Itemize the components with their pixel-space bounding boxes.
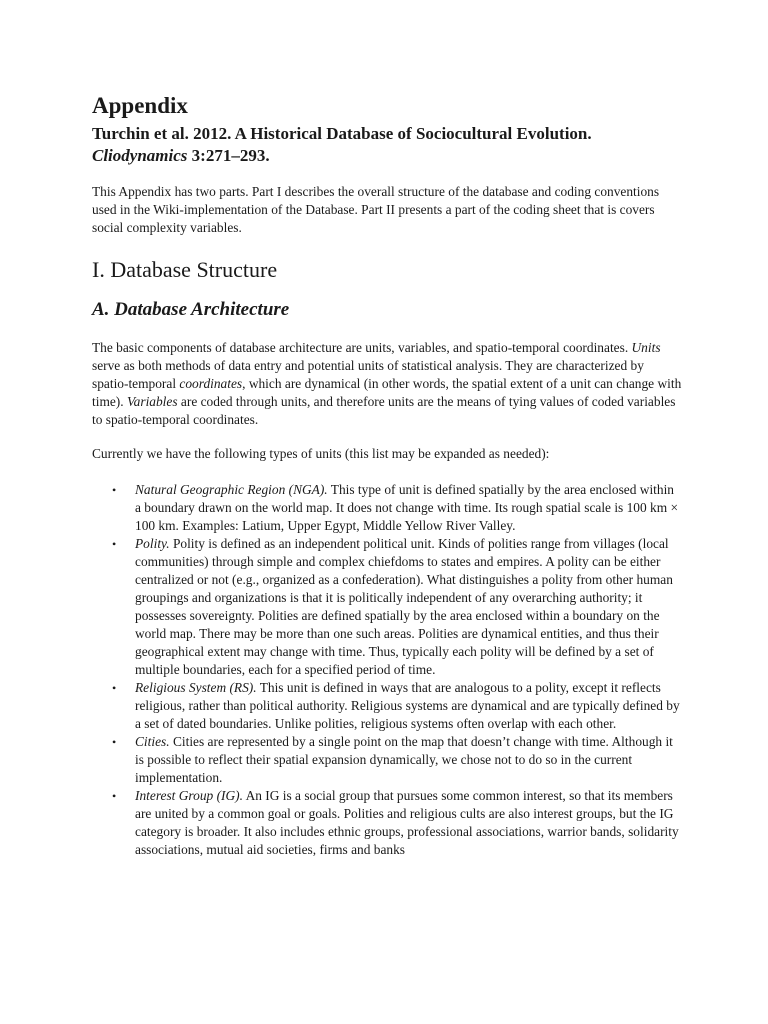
unit-text: Polity is defined as an independent political unit. Kinds of polities range from villages (local communities) through simple and complex chiefdoms to states and empires. A polity can be either centralized or not (e.g., organized as a confederation). What distinguishes a polity from other human groupings and organizations is that it is politically independent of any overarching authority; it possesses sovereignty. Polities are defined spatially by the area enclosed within a boundary on the world map. There may be more than one such areas. Polities are dynamical entities, and thus their geographical extent may change with time. Thus, typically each polity will be defined by a set of multiple boundaries, each for a specified period of time.	[135, 536, 673, 677]
list-item	[92, 481, 682, 535]
unit-term: Natural Geographic Region (NGA).	[135, 482, 328, 497]
arch-term-coordinates: coordinates	[179, 376, 243, 391]
unit-term: Polity.	[135, 536, 170, 551]
unit-text: This unit is defined in ways that are analogous to a polity, except it reflects religious, rather than political authority. Religious systems are dynamical and are typically defined by a set of dated boundaries. Unlike polities, religious systems often overlap with each other.	[135, 680, 680, 731]
subsection-title: A. Database Architecture	[92, 299, 290, 320]
units-list	[92, 481, 682, 859]
arch-term-variables: Variables	[126, 394, 178, 409]
citation-authors-title: Turchin et al. 2012. A Historical Database of Sociocultural Evolution.	[92, 124, 592, 143]
citation-journal: Cliodynamics	[92, 146, 188, 165]
unit-text: Cities are represented by a single point on the map that doesn’t change with time. Although it is possible to reflect their spatial expansion dynamically, we chose not to do so in the current implementation.	[135, 734, 673, 785]
arch-text-4: are coded through units, and therefore units are the means of tying values of coded variables to spatio-temporal coordinates.	[92, 394, 676, 427]
intro-paragraph: This Appendix has two parts. Part I describes the overall structure of the database and coding conventions used in the Wiki-implementation of the Database. Part II presents a part of the coding sheet that is covers social complexity variables.	[92, 184, 660, 235]
citation-volume-pages: 3:271–293.	[187, 146, 270, 165]
bullet: •	[112, 681, 117, 695]
unit-term: Religious System (RS).	[135, 680, 257, 695]
arch-text-3: , which are dynamical (in other words, the spatial extent of a unit can change with time).	[92, 376, 682, 409]
unit-text: An IG is a social group that pursues some common interest, so that its members are united by a common goal or goals. Polities and religious cults are also interest groups, but the IG category is broader. It also includes ethnic groups, professional associations, warrior bands, solidarity associations, mutual aid societies, firms and banks	[135, 788, 679, 857]
appendix-title: Appendix	[92, 93, 188, 118]
document-page	[92, 90, 682, 859]
unit-text: This type of unit is defined spatially by the area enclosed within a boundary drawn on the world map. It does not change with time. Its rough spatial scale is 100 km × 100 km. Examples: Latium, Upper Egypt, Middle Yellow River Valley.	[135, 482, 679, 533]
arch-text-1: The basic components of database architecture are units, variables, and spatio-temporal coordinates.	[92, 340, 632, 355]
units-intro: Currently we have the following types of units (this list may be expanded as needed):	[92, 446, 550, 461]
unit-term: Interest Group (IG).	[135, 788, 243, 803]
list-item	[92, 787, 682, 859]
bullet: •	[112, 483, 117, 497]
section-title: I. Database Structure	[92, 257, 278, 282]
list-item	[92, 535, 682, 679]
unit-term: Cities.	[135, 734, 170, 749]
arch-term-units: Units	[631, 340, 661, 355]
citation	[92, 123, 682, 167]
list-item	[92, 679, 682, 733]
bullet: •	[112, 735, 117, 749]
arch-text-2: serve as both methods of data entry and potential units of statistical analysis. They are characterized by spatio-temporal	[92, 358, 644, 391]
bullet: •	[112, 789, 117, 803]
list-item	[92, 733, 682, 787]
bullet: •	[112, 537, 117, 551]
architecture-paragraph	[92, 339, 682, 429]
